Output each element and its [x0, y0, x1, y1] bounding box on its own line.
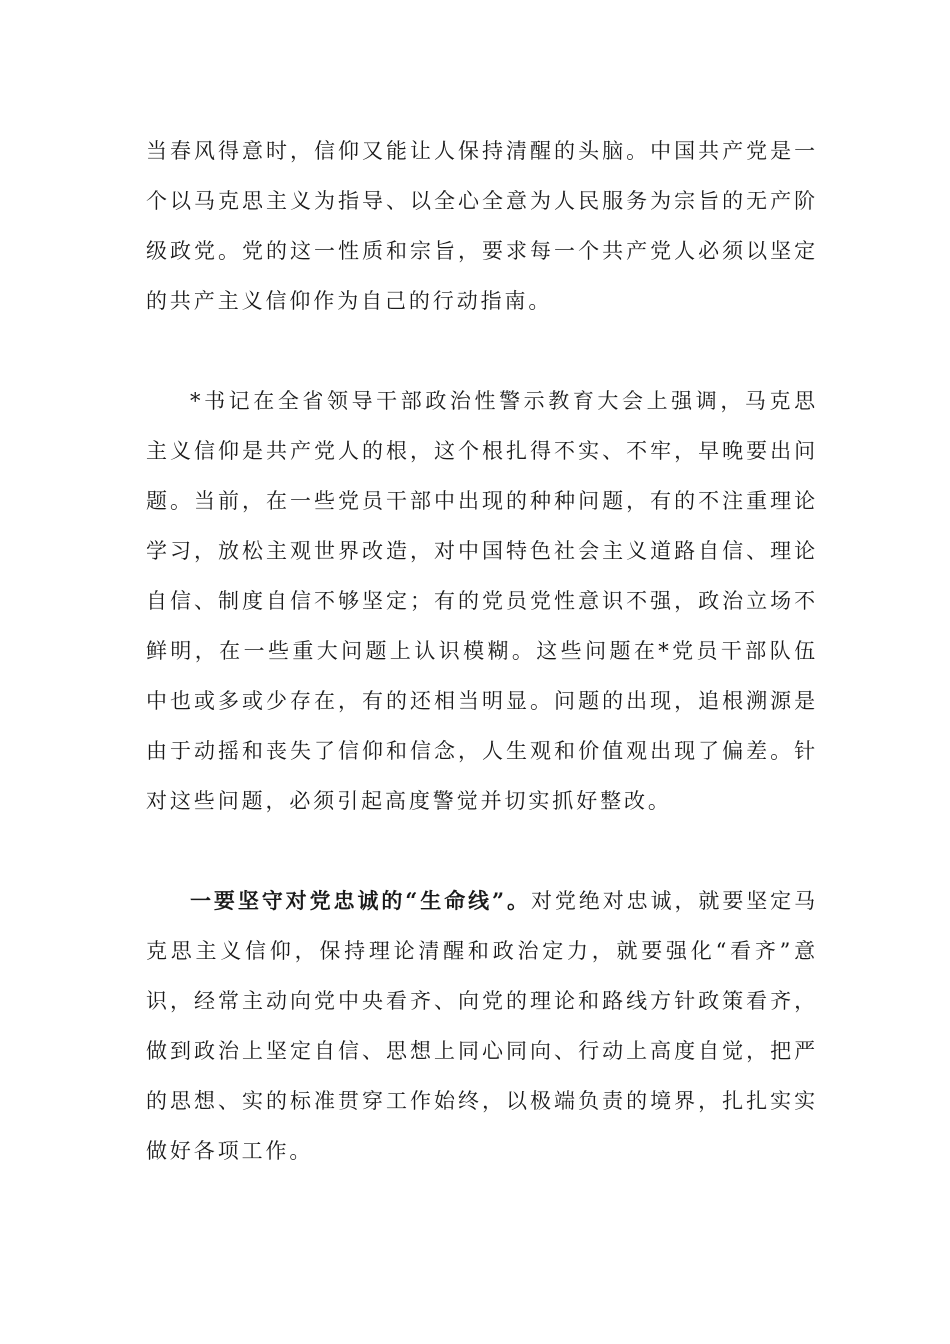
paragraph-loyalty-lifeline: [146, 876, 818, 1176]
paragraph-secretary-remarks: [146, 376, 818, 826]
document-body: [146, 126, 818, 1176]
paragraph-heading: 一要坚守对党忠诚的“生命线”。: [190, 888, 531, 913]
paragraph-text: 当春风得意时，信仰又能让人保持清醒的头脑。中国共产党是一个以马克思主义为指导、以全心全意为人民服务为宗旨的无产阶级政党。党的这一性质和宗旨，要求每一个共产党人必须以坚定的共产主义信仰作为自己的行动指南。: [146, 139, 818, 313]
paragraph-text: 对党绝对忠诚，就要坚定马克思主义信仰，保持理论清醒和政治定力，就要强化“看齐”意识，经常主动向党中央看齐、向党的理论和路线方针政策看齐，做到政治上坚定自信、思想上同心同向、行动上高度自觉，把严的思想、实的标准贯穿工作始终，以极端负责的境界，扎扎实实做好各项工作。: [146, 889, 818, 1163]
paragraph-faith-clear-mind: [146, 126, 818, 326]
paragraph-text: *书记在全省领导干部政治性警示教育大会上强调，马克思主义信仰是共产党人的根，这个根扎得不实、不牢，早晚要出问题。当前，在一些党员干部中出现的种种问题，有的不注重理论学习，放松主观世界改造，对中国特色社会主义道路自信、理论自信、制度自信不够坚定；有的党员党性意识不强，政治立场不鲜明，在一些重大问题上认识模糊。这些问题在*党员干部队伍中也或多或少存在，有的还相当明显。问题的出现，追根溯源是由于动摇和丧失了信仰和信念，人生观和价值观出现了偏差。针对这些问题，必须引起高度警觉并切实抓好整改。: [146, 389, 818, 813]
